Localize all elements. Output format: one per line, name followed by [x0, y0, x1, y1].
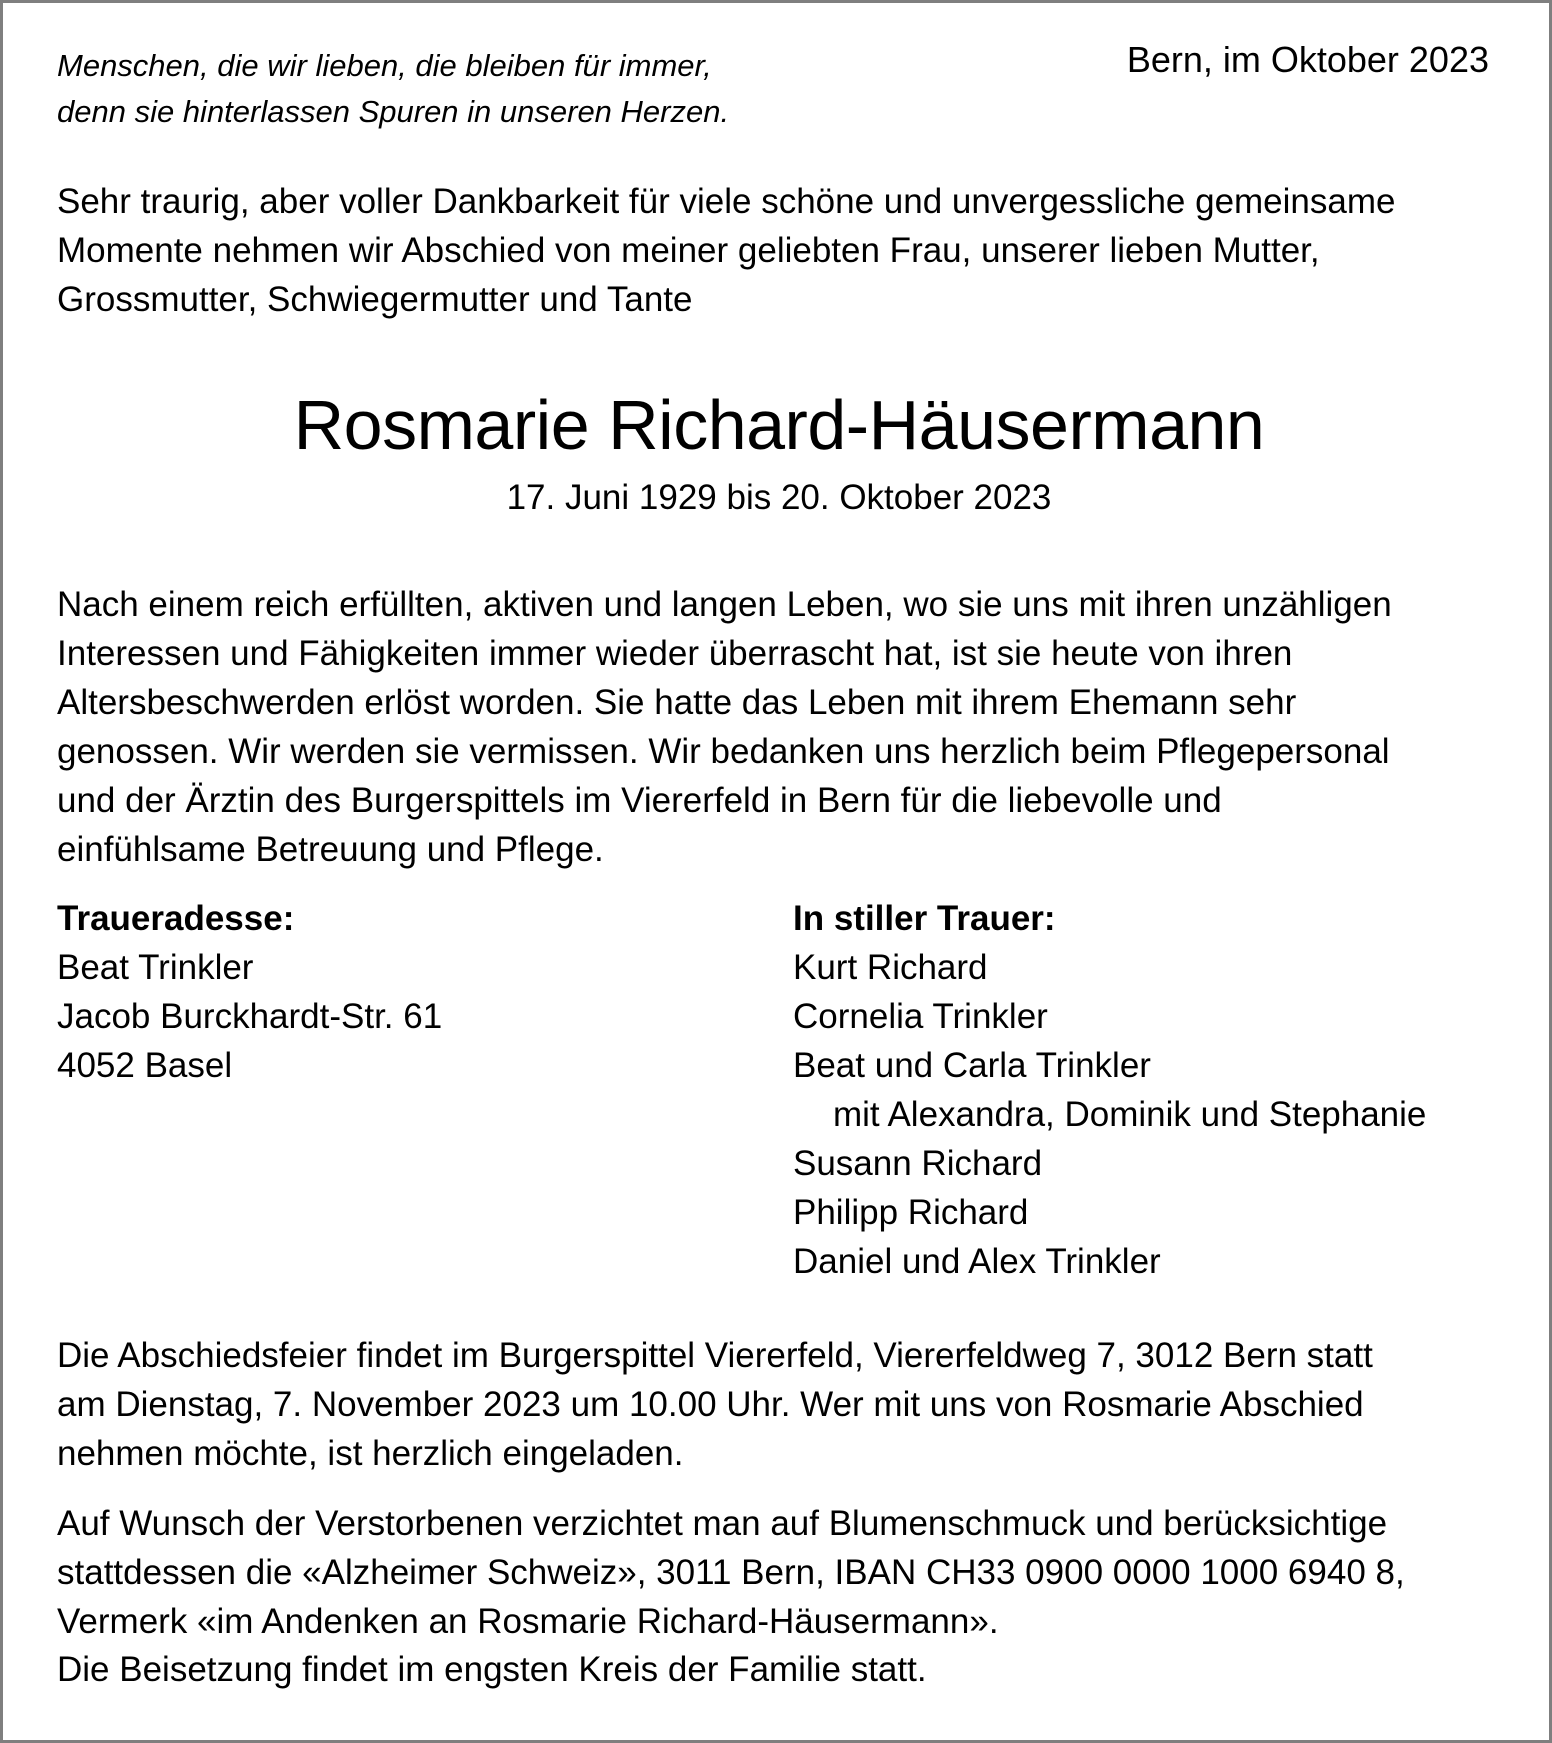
deceased-name: Rosmarie Richard-Häusermann — [293, 386, 1265, 464]
mourner-name: Cornelia Trinkler — [793, 997, 1048, 1036]
place-date: Bern, im Oktober 2023 — [1126, 39, 1489, 80]
mourning-address-block — [57, 894, 442, 1090]
motto-line: Menschen, die wir lieben, die bleiben für immer, — [57, 48, 712, 83]
burial-note: Die Beisetzung findet im engsten Kreis der Familie statt. — [57, 1650, 927, 1689]
intro-line: Grossmutter, Schwiegermutter und Tante — [57, 280, 693, 319]
mourner-name: Kurt Richard — [793, 948, 988, 987]
life-dates: 17. Juni 1929 bis 20. Oktober 2023 — [506, 478, 1052, 517]
mourner-name: Beat und Carla Trinkler — [793, 1046, 1151, 1085]
ceremony-line: nehmen möchte, ist herzlich eingeladen. — [57, 1434, 684, 1473]
motto-quote — [57, 43, 729, 135]
mourning-address-heading: Traueradesse: — [57, 899, 295, 938]
bio-line: und der Ärztin des Burgerspittels im Viererfeld in Bern für die liebevolle und — [57, 781, 1222, 820]
donation-line: Vermerk «im Andenken an Rosmarie Richard-Häusermann». — [57, 1602, 999, 1641]
mourner-children: mit Alexandra, Dominik und Stephanie — [833, 1095, 1427, 1134]
mourner-name: Daniel und Alex Trinkler — [793, 1242, 1161, 1281]
address-line: Beat Trinkler — [57, 948, 254, 987]
bio-paragraph — [57, 580, 1392, 874]
intro-paragraph — [57, 177, 1395, 324]
mourner-name: Susann Richard — [793, 1144, 1043, 1183]
ceremony-line: Die Abschiedsfeier findet im Burgerspittel Viererfeld, Viererfeldweg 7, 3012 Bern statt — [57, 1336, 1373, 1375]
donation-line: stattdessen die «Alzheimer Schweiz», 3011 Bern, IBAN CH33 0900 0000 1000 6940 8, — [57, 1553, 1405, 1592]
ceremony-line: am Dienstag, 7. November 2023 um 10.00 Uhr. Wer mit uns von Rosmarie Abschied — [57, 1385, 1364, 1424]
bio-line: Altersbeschwerden erlöst worden. Sie hatte das Leben mit ihrem Ehemann sehr — [57, 683, 1297, 722]
ceremony-paragraph — [57, 1331, 1373, 1478]
mourner-name: Philipp Richard — [793, 1193, 1029, 1232]
bio-line: Nach einem reich erfüllten, aktiven und langen Leben, wo sie uns mit ihren unzähligen — [57, 585, 1392, 624]
mourners-block — [793, 894, 1426, 1286]
intro-line: Sehr traurig, aber voller Dankbarkeit für viele schöne und unvergessliche gemeinsame — [57, 182, 1396, 221]
address-line: Jacob Burckhardt-Str. 61 — [57, 997, 443, 1036]
donation-line: Auf Wunsch der Verstorbenen verzichtet man auf Blumenschmuck und berücksichtige — [57, 1504, 1388, 1543]
intro-line: Momente nehmen wir Abschied von meiner geliebten Frau, unserer lieben Mutter, — [57, 231, 1320, 270]
motto-line: denn sie hinterlassen Spuren in unseren Herzen. — [57, 94, 730, 129]
mourners-heading: In stiller Trauer: — [793, 899, 1056, 938]
bio-line: genossen. Wir werden sie vermissen. Wir bedanken uns herzlich beim Pflegepersonal — [57, 732, 1390, 771]
bio-line: einfühlsame Betreuung und Pflege. — [57, 830, 604, 869]
donation-paragraph — [57, 1499, 1405, 1646]
bio-line: Interessen und Fähigkeiten immer wieder überrascht hat, ist sie heute von ihren — [57, 634, 1293, 673]
address-line: 4052 Basel — [57, 1046, 233, 1085]
